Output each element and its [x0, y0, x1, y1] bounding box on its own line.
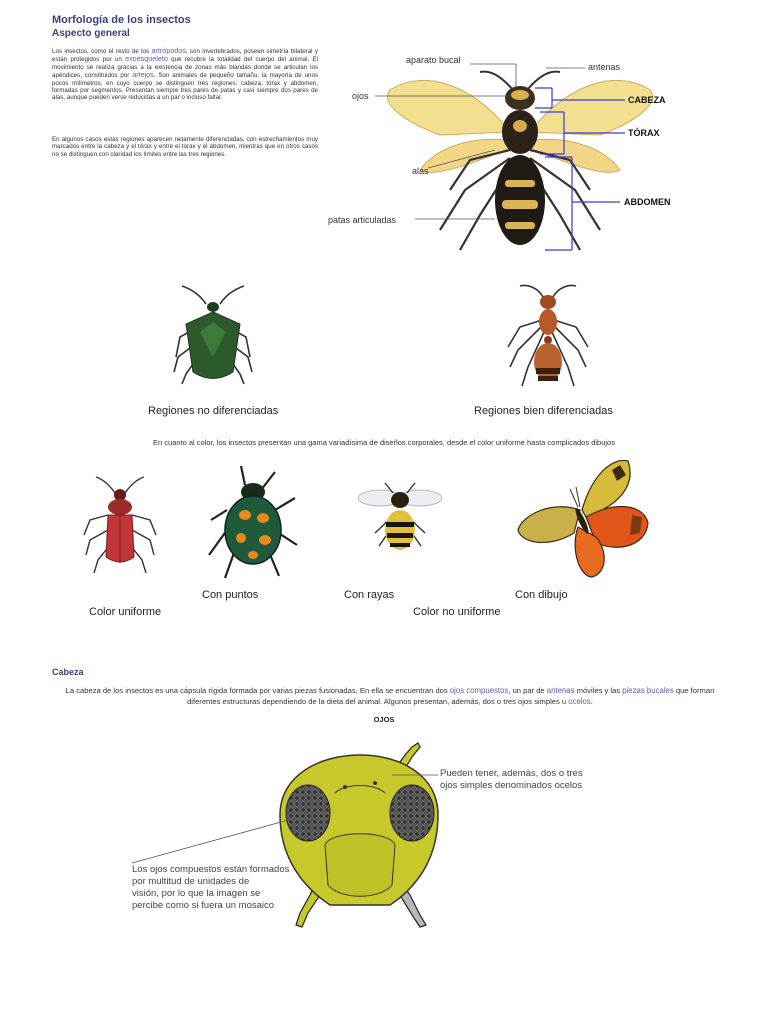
note-ocelos-1: Pueden tener, además, dos o tres [440, 768, 583, 779]
spotted-beetle-image [205, 460, 300, 580]
note-compuestos-3: visión, por lo que la imagen se [132, 888, 261, 899]
label-antenas: antenas [588, 62, 621, 72]
red-beetle-image [80, 475, 160, 575]
page-title: Morfología de los insectos [52, 14, 191, 26]
intro-text: . Son animales de pequeño tamaño, la mayoría de unos pocos milímetros, en cuyo cuerpo se distinguen tres regiones: cabeza, tórax y abdomen, formadas por segmentos. Presentan siempre tres pares de patas y casi siempre dos pares de alas, aunque pueden verse reducidas a un par o incluso faltar. [52, 72, 318, 102]
intro-text: , son invertebrados, poseen simetría bilateral y están protegidos por un [52, 48, 318, 64]
intro-text: que recubre la totalidad del cuerpo del animal. El movimiento se realiza gracias a la existencia de zonas más blandas donde se articulan los apéndices, constituidos por [52, 56, 319, 80]
link-artejos[interactable]: artejos [132, 70, 154, 80]
cabeza-paragraph [60, 686, 720, 707]
caption-rayas: Con rayas [344, 589, 395, 601]
link-ocelos[interactable]: ocelos [568, 696, 591, 706]
label-torax: TÓRAX [628, 128, 660, 138]
caption-no-diferenciadas: Regiones no diferenciadas [148, 405, 279, 417]
insect-head-diagram [120, 735, 640, 935]
link-artropodos[interactable]: artrópodos [151, 46, 186, 55]
ojos-heading: OJOS [373, 715, 395, 724]
label-patas: patas articuladas [328, 215, 397, 225]
note-compuestos-2: por multitud de unidades de [132, 876, 250, 887]
compound-eye-left [286, 785, 330, 841]
link-piezas-bucales[interactable]: piezas bucales [622, 686, 674, 695]
label-aparato-bucal: aparato bucal [406, 55, 461, 65]
intro-paragraph-1 [52, 47, 318, 102]
compound-eye-right [390, 785, 434, 841]
section-subtitle: Aspecto general [52, 28, 130, 39]
note-ocelos-2: ojos simples denominados ocelos [440, 780, 583, 791]
link-antenas[interactable]: antenas [546, 686, 575, 695]
label-cabeza: CABEZA [628, 95, 666, 105]
note-compuestos-4: percibe como si fuera un mosaico [132, 900, 275, 911]
bee-image [355, 478, 445, 558]
caption-puntos: Con puntos [202, 589, 259, 601]
stinkbug-image [168, 282, 258, 387]
wasp-diagram [320, 40, 720, 265]
caption-no-uniforme: Color no uniforme [413, 606, 501, 618]
cabeza-text: . [590, 696, 593, 706]
butterfly-image [512, 455, 652, 580]
cabeza-text: móviles y las [574, 686, 623, 695]
cabeza-text: La cabeza de los insectos es una cápsula rígida formada por varias piezas fusionadas. En ella se encuentran dos [65, 686, 450, 695]
note-compuestos-1: Los ojos compuestos están formados [132, 864, 290, 875]
caption-bien-diferenciadas: Regiones bien diferenciadas [474, 405, 613, 417]
intro-paragraph-2: En algunos casos estas regiones aparecen netamente diferenciadas, con estrechamientos muy marcados entre la cabeza y el tórax y entre el tórax y el abdomen, mientras que en otros casos no se distinguen con claridad los límites entre las tres regiones. [52, 136, 318, 158]
cabeza-text: , un par de [508, 686, 547, 695]
cabeza-heading: Cabeza [52, 667, 84, 677]
label-abdomen: ABDOMEN [624, 197, 671, 207]
link-ojos-compuestos[interactable]: ojos compuestos [449, 686, 509, 695]
color-note: En cuanto al color, los insectos presentan una gama variadísima de diseños corporales, desde el color uniforme hasta complicados dibujos [153, 438, 615, 447]
label-alas: alas [412, 166, 429, 176]
ant-image [498, 282, 598, 392]
link-exoesqueleto[interactable]: exoesqueleto [125, 54, 168, 64]
intro-text: Los insectos, como el resto de los [52, 48, 152, 55]
label-ojos: ojos [352, 91, 369, 101]
caption-uniforme: Color uniforme [89, 606, 162, 618]
caption-dibujo: Con dibujo [515, 589, 568, 601]
cabeza-text: que forman diferentes estructuras dependiendo de la dieta del animal. Algunos presentan, además, dos o tres ojos simples u [187, 686, 715, 706]
